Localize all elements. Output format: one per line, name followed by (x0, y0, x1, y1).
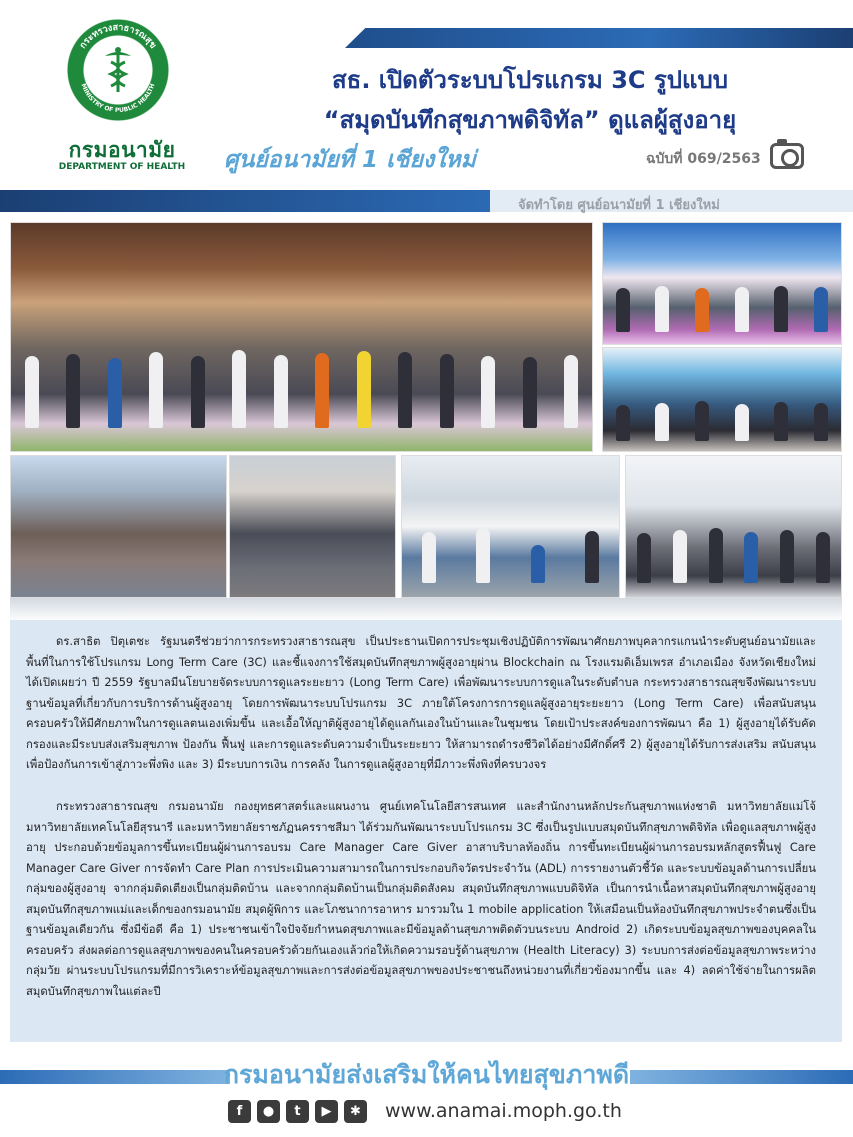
photo-audience-front (10, 455, 227, 598)
photo-audience-hall (229, 455, 396, 598)
headline-line-2: “สมุดบันทึกสุขภาพดิจิทัล” ดูแลผู้สูงอายุ (323, 106, 737, 134)
footer-slogan: กรมอนามัยส่งเสริมให้คนไทยสุขภาพดี (223, 1060, 630, 1089)
facebook-icon[interactable]: f (228, 1100, 251, 1123)
photo-ward-tour (625, 455, 842, 598)
photo-r2-people (603, 394, 841, 440)
photo-exhibition-booth (602, 347, 842, 452)
photo-main-people (11, 326, 592, 429)
caduceus-icon (103, 46, 133, 94)
social-icons (228, 1100, 367, 1123)
photo-b2-image (230, 456, 395, 597)
photo-b1-image (11, 456, 226, 597)
photo-stage-ceremony (602, 222, 842, 345)
organized-by: จัดทำโดย ศูนย์อนามัยที่ 1 เชียงใหม่ (518, 198, 720, 213)
photo-group-stage (10, 222, 593, 452)
header-divider-band (0, 190, 853, 216)
seal-text-th: กระทรวงสาธารณสุข (78, 22, 158, 51)
org-name-en: DEPARTMENT OF HEALTH (58, 162, 186, 172)
camera-icon (770, 143, 804, 169)
center-name: ศูนย์อนามัยที่ 1 เชียงใหม่ (224, 147, 476, 173)
youtube-icon[interactable]: ▶ (315, 1100, 338, 1123)
messenger-icon[interactable]: ● (257, 1100, 280, 1123)
photo-b4-people (626, 519, 841, 582)
headline-line-1: สธ. เปิดตัวระบบโปรแกรม 3C รูปแบบ (332, 66, 728, 94)
org-name-th: กรมอนามัย (68, 138, 176, 162)
article-paragraph-1: ดร.สาธิต ปิตุเตชะ รัฐมนตรีช่วยว่าการกระทรวงสาธารณสุข เป็นประธานเปิดการประชุมเชิงปฏิบัติการพัฒนาศักยภาพบุคลากรแกนนำระดับศูนย์อนามัยและพื้นที่ในการใช้โปรแกรม Long Term Care (3C) และชี้แจงการใช้สมุดบันทึกสุขภาพผู้สูงอายุผ่าน Blockchain ณ โรงแรมดิเอ็มเพรส อำเภอเมือง จังหวัดเชียงใหม่ ได้เปิดเผยว่า ปี 2559 รัฐบาลมีนโยบายจัดระบบการดูแลระยะยาว (Long Term Care) เพื่อพัฒนาระบบการดูแลในระดับตำบล กระทรวงสาธารณสุขจึงพัฒนาระบบฐานข้อมูลที่เกี่ยวกับการบริการด้านผู้สูงอายุ โดยการพัฒนาระบบโปรแกรม 3C ภายใต้โครงการการดูแลผู้สูงอายุระยะยาว (Long Term Care) เพื่อสนับสนุนครอบครัวให้มีศักยภาพในการดูแลตนเองเพิ่มขึ้น และเอื้อให้ญาติผู้สูงอายุได้ดูแลกันเองในบ้านและในชุมชน โดยเป้าประสงค์ของการพัฒนา คือ 1) ผู้สูงอายุได้รับคัดกรองและมีระบบส่งเสริมสุขภาพ ป้องกัน ฟื้นฟู และการดูแลระดับความจำเป็นระยะยาว ให้สามารถดำรงชีวิตได้อย่างมีศักดิ์ศรี 2) ผู้สูงอายุได้รับการส่งเสริม สนับสนุน เพื่อป้องกันการเข้าสู่ภาวะพึ่งพิง และ 3) มีระบบการเงิน การคลัง ในการดูแลผู้สูงอายุที่มีภาวะพึ่งพิงที่ครบวงจร (26, 635, 816, 771)
ministry-seal-logo (66, 18, 170, 122)
photo-patient-visit (401, 455, 620, 598)
seal-text-en: MINISTRY OF PUBLIC HEALTH (79, 82, 157, 115)
header-top-stripe (345, 28, 853, 48)
line-icon[interactable]: ✱ (344, 1100, 367, 1123)
photo-b3-people (402, 519, 619, 582)
article-paragraph-2: กระทรวงสาธารณสุข กรมอนามัย กองยุทธศาสตร์และแผนงาน ศูนย์เทคโนโลยีสารสนเทศ และสำนักงานหลักประกันสุขภาพแห่งชาติ มหาวิทยาลัยแม่โจ้ มหาวิทยาลัยเทคโนโลยีสุรนารี และมหาวิทยาลัยราชภัฏนครราชสีมา ได้ร่วมกันพัฒนาระบบโปรแกรม 3C ซึ่งเป็นรูปแบบสมุดบันทึกสุขภาพดิจิทัล เพื่อดูแลสุขภาพผู้สูงอายุ ประกอบด้วยข้อมูลการขึ้นทะเบียนผู้ผ่านการอบรม Care Manager Care Giver อาสาบริบาลท้องถิ่น การขึ้นทะเบียนผู้ผ่านการอบรมหลักสูตรฟื้นฟู Care Manager Care Giver การจัดทำ Care Plan การประเมินความสามารถในการประกอบกิจวัตรประจำวัน (ADL) การรายงานตัวชี้วัด และระบบข้อมูลด้านการเปลี่ยนกลุ่มของผู้สูงอายุ จากกลุ่มติดเตียงเป็นกลุ่มติดบ้าน และจากกลุ่มติดบ้านเป็นกลุ่มติดสังคม สมุดบันทึกสุขภาพแบบดิจิทัล เป็นการนำเนื้อหาสมุดบันทึกสุขภาพผู้สูงอายุ สมุดบันทึกสุขภาพแม่และเด็กของกรมอนามัย สมุดผู้พิการ และโภชนาการอาหาร มารวมใน 1 mobile application ให้เสมือนเป็นห้องบันทึกสุขภาพประจำตนซึ่งเป็นฐานข้อมูลเดียวกัน ซึ่งมีข้อดี คือ 1) ประชาชนเข้าใจปัจจัยกำหนดสุขภาพและมีข้อมูลด้านสุขภาพติดตัวบนระบบ Android 2) เกิดระบบข้อมูลสุขภาพของบุคคลในครอบครัว ส่งผลต่อการดูแลสุขภาพของคนในครอบครัวด้วยกันเองแล้วก่อให้เกิดความรอบรู้ด้านสุขภาพ (Health Literacy) 3) ระบบการส่งต่อข้อมูลสุขภาพระหว่างกลุ่มวัย ผ่านระบบโปรแกรมที่มีการวิเคราะห์ข้อมูลสุขภาพและการส่งต่อข้อมูลสุขภาพของประชาชนถึงหน่วยงานที่เกี่ยวข้องมากขึ้น และ 4) ลดค่าใช้จ่ายในการผลิตสมุดบันทึกสุขภาพในแต่ละปี (26, 800, 816, 998)
band-dark (0, 190, 505, 212)
photo-r1-people (603, 277, 841, 331)
twitter-icon[interactable]: t (286, 1100, 309, 1123)
website-link[interactable]: www.anamai.moph.go.th (385, 1100, 622, 1122)
issue-number: ฉบับที่ 069/2563 (646, 151, 761, 167)
photo-reflection (10, 598, 842, 622)
